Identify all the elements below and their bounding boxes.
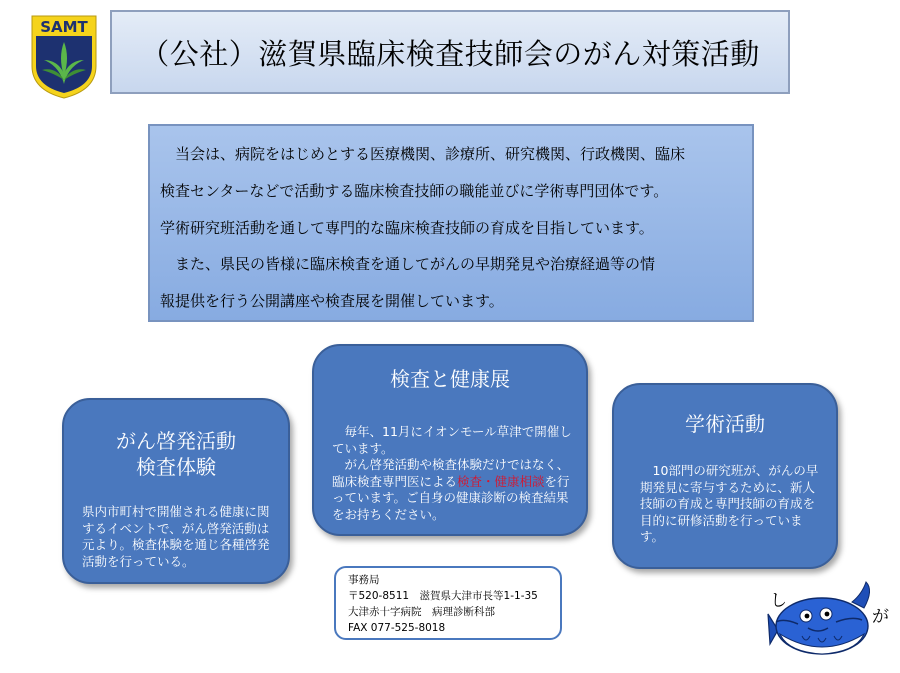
intro-paragraph-1 [160, 136, 744, 246]
card-text-para [332, 457, 574, 523]
mascot-char: し [770, 591, 787, 611]
page-title: （公社）滋賀県臨床検査技師会のがん対策活動 [140, 36, 760, 71]
intro-paragraph-2 [160, 246, 744, 320]
samt-logo [30, 14, 98, 100]
intro-line: 学術研究班活動を通して専門的な臨床検査技師の育成を目指しています。 [160, 218, 654, 237]
card-title-line: がん啓発活動 [116, 429, 236, 453]
intro-line: 報提供を行う公開講座や検査展を開催しています。 [160, 292, 504, 311]
office-label: 事務局 [348, 574, 380, 586]
highlight-consultation: 検査・健康相談 [457, 473, 545, 489]
intro-line: また、県民の皆様に臨床検査を通してがんの早期発見や治療経過等の情 [175, 255, 656, 274]
card-text-span: を行っています。ご自身の健康診断の検査結果をお持ちください。 [332, 473, 570, 522]
logo-text: SAMT [40, 18, 88, 36]
page-title-banner [110, 10, 790, 94]
card-academic-activity [612, 383, 838, 569]
intro-line: 検査センターなどで活動する臨床検査技師の職能並びに学術専門団体です。 [160, 181, 669, 200]
intro-panel [148, 124, 754, 322]
card-text: 県内市町村で開催される健康に関するイベントで、がん啓発活動は元より。検査体験を通じ各種啓発活動を行っている。 [82, 504, 270, 569]
card-title: 学術活動 [685, 412, 765, 436]
card-health-exhibition [312, 344, 588, 536]
card-title [64, 428, 288, 480]
card-cancer-awareness [62, 398, 290, 584]
catfish-mascot [766, 578, 896, 664]
card-text: 10部門の研究班が、がんの早期発見に寄与するために、新人技師の育成と専門技師の育成を目的に研修活動を行っています。 [640, 463, 819, 544]
card-title-line: 検査体験 [136, 455, 216, 479]
office-info-box [334, 566, 562, 640]
card-text-para: 毎年、11月にイオンモール草津で開催しています。 [332, 424, 572, 456]
office-fax: FAX 077-525-8018 [348, 622, 446, 634]
mascot-char: が [872, 607, 889, 627]
office-hospital: 大津赤十字病院 病理診断科部 [348, 606, 495, 618]
office-address: 〒520-8511 滋賀県大津市長等1-1-35 [348, 590, 538, 602]
intro-line: 当会は、病院をはじめとする医療機関、診療所、研究機関、行政機関、臨床 [175, 145, 686, 163]
card-text-span: がん啓発活動や検査体験だけではなく、臨床検査専門医による [332, 457, 570, 489]
card-title: 検査と健康展 [390, 367, 510, 391]
card-text [332, 424, 574, 523]
